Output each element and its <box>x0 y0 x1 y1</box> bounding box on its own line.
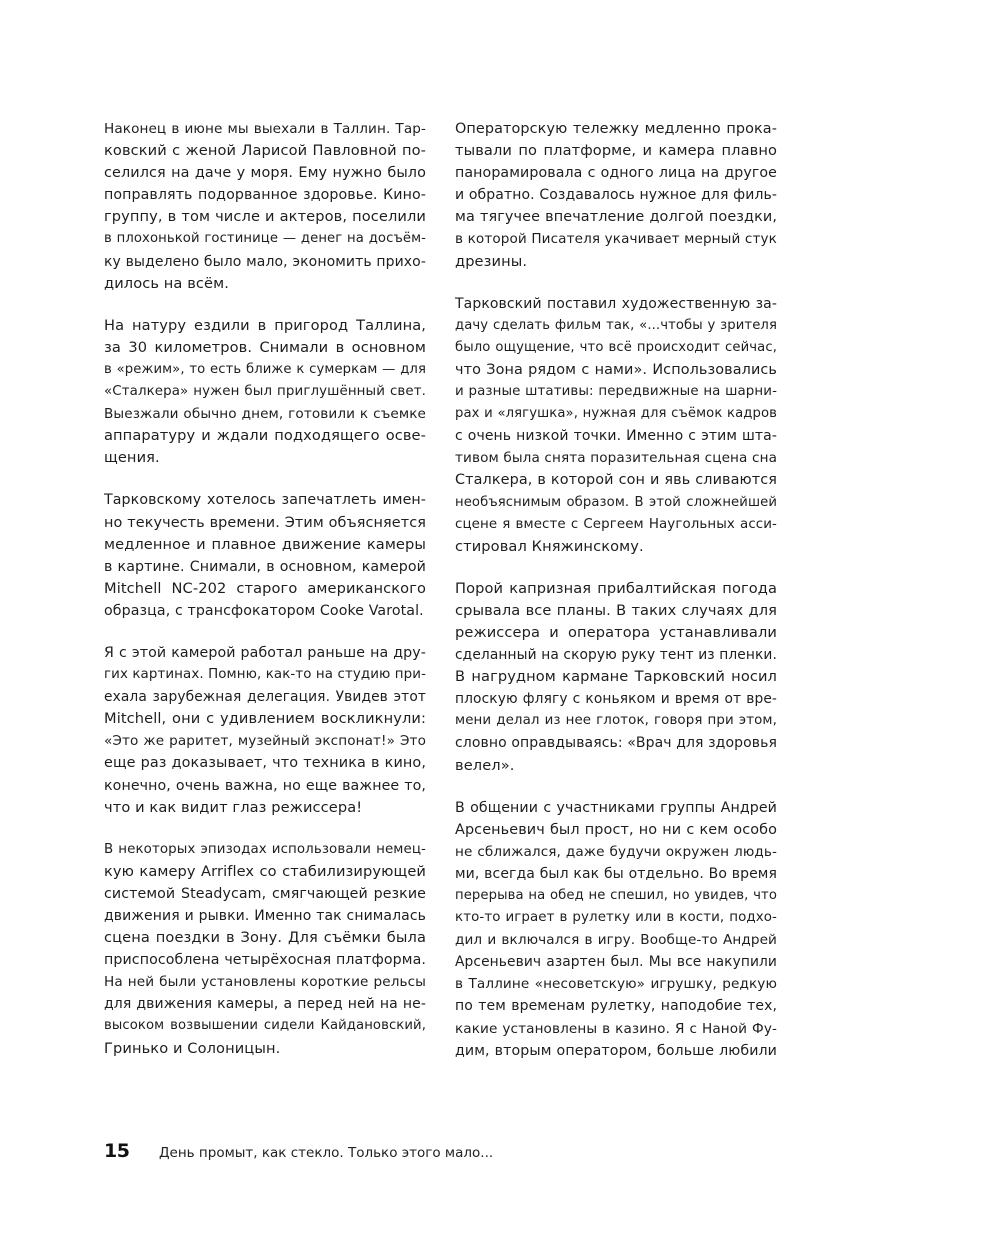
text-line: рах и «лягушка», нужная для съёмок кадров <box>455 406 777 422</box>
text-line: с очень низкой точки. Именно с этим шта- <box>455 428 777 445</box>
text-line: Mitchell, они с удивлением воскликнули: <box>104 710 426 728</box>
paragraph <box>104 315 426 470</box>
text-line: стировал Княжинскому. <box>455 537 644 555</box>
paragraph <box>104 839 426 1060</box>
text-line: медленное и плавное движение камеры <box>104 535 426 553</box>
text-line: по тем временам рулетку, наподобие тех, <box>455 998 777 1015</box>
text-line: ми, всегда был как бы отдельно. Во время <box>455 865 777 882</box>
text-line: щения. <box>104 449 160 467</box>
text-line: системой Steadycam, смягчающей резкие <box>104 885 426 902</box>
text-line: словно оправдываясь: «Врач для здоровья <box>455 735 777 752</box>
paragraph <box>104 118 426 295</box>
text-line: движения и рывки. Именно так снималась <box>104 908 426 924</box>
text-line: конечно, очень важна, но еще важнее то, <box>104 777 426 794</box>
text-line: образца, с трансфокатором Cooke Varotal. <box>104 602 424 619</box>
text-line: для движения камеры, а перед ней на не- <box>104 996 426 1013</box>
text-line: ковский с женой Ларисой Павловной по- <box>104 142 426 160</box>
text-line: но текучесть времени. Этим объясняется <box>104 514 426 531</box>
text-line: дрезины. <box>455 252 528 270</box>
text-line: срывала все планы. В таких случаях для <box>455 601 777 619</box>
text-line: и разные штативы: передвижные на шарни- <box>455 384 777 400</box>
text-line: «Сталкера» нужен был приглушённый свет. <box>104 384 426 400</box>
paragraph <box>104 489 426 622</box>
text-line: плоскую флягу с коньяком и время от вре- <box>455 691 777 708</box>
text-line: Mitchell NC-202 старого американского <box>104 579 426 597</box>
paragraph <box>104 642 426 819</box>
text-line: дил и включался в игру. Вообще-то Андрей <box>455 932 777 949</box>
text-line: тывали по платформе, и камера плавно <box>455 142 777 160</box>
text-line: мени делал из нее глоток, говоря при этом, <box>455 713 777 729</box>
text-line: поправлять подорванное здоровье. Кино- <box>104 187 426 204</box>
text-line: Наконец в июне мы выехали в Таллин. Тар- <box>104 121 426 137</box>
text-line: кто-то играет в рулетку или в кости, подхо- <box>455 910 777 926</box>
text-line: Сталкера, в которой сон и явь сливаются <box>455 472 777 489</box>
text-line: в картине. Снимали, в основном, камерой <box>104 558 426 575</box>
text-line: что и как видит глаз режиссера! <box>104 798 363 816</box>
text-line: в Таллине «несоветскую» игрушку, редкую <box>455 976 777 993</box>
text-line: Арсеньевич был прост, но ни с кем особо <box>455 821 777 838</box>
text-line: В нагрудном кармане Тарковский носил <box>455 668 777 686</box>
text-line: сделанный на скорую руку тент из пленки. <box>455 647 777 664</box>
text-line: На натуру ездили в пригород Таллина, <box>104 316 426 334</box>
left-column <box>104 118 426 1080</box>
running-title: День промыт, как стекло. Только этого мало... <box>159 1145 494 1161</box>
text-line: тивом была снята поразительная сцена сна <box>455 450 777 467</box>
text-line: велел». <box>455 756 515 774</box>
text-line: аппаратуру и ждали подходящего осве- <box>104 427 426 445</box>
text-line: дилось на всём. <box>104 274 229 292</box>
text-line: режиссера и оператора устанавливали <box>455 623 777 641</box>
text-line: Тарковский поставил художественную за- <box>455 295 777 312</box>
text-line: было ощущение, что всё происходит сейчас, <box>455 339 777 355</box>
text-line: На ней были установлены короткие рельсы <box>104 974 426 991</box>
text-line: ма тягучее впечатление долгой поездки, <box>455 209 777 226</box>
text-line: селился на даче у моря. Ему нужно было <box>104 165 426 182</box>
text-line: панорамировала с одного лица на другое <box>455 165 777 182</box>
text-line: что Зона рядом с нами». Использовались <box>455 361 777 378</box>
text-line: приспособлена четырёхосная платформа. <box>104 952 426 969</box>
text-line: высоком возвышении сидели Кайдановский, <box>104 1018 426 1034</box>
text-line: Тарковскому хотелось запечатлеть имен- <box>104 492 426 509</box>
text-line: ехала зарубежная делегация. Увидев этот <box>104 689 426 706</box>
text-line: кую камеру Arriflex со стабилизирующей <box>104 862 426 880</box>
text-line: дачу сделать фильм так, «...чтобы у зрителя <box>455 317 777 333</box>
text-line: ку выделено было мало, экономить прихо- <box>104 253 426 270</box>
text-line: в плохонькой гостинице — денег на досъём- <box>104 231 426 247</box>
text-line: Гринько и Солоницын. <box>104 1039 281 1057</box>
text-line: не сближался, даже будучи окружен людь- <box>455 843 777 860</box>
text-line: Я с этой камерой работал раньше на дру- <box>104 644 426 661</box>
text-line: Порой капризная прибалтийская погода <box>455 579 777 597</box>
paragraph <box>455 578 777 777</box>
text-line: В общении с участниками группы Андрей <box>455 799 777 816</box>
text-line: дим, вторым оператором, больше любили <box>455 1042 777 1059</box>
page-number: 15 <box>104 1140 130 1162</box>
text-line: в которой Писателя укачивает мерный стук <box>455 231 777 248</box>
text-line: В некоторых эпизодах использовали немец- <box>104 841 426 857</box>
text-line: за 30 километров. Снимали в основном <box>104 338 426 356</box>
page-footer <box>104 1140 493 1162</box>
text-line: группу, в том числе и актеров, поселили <box>104 208 426 226</box>
text-line: в «режим», то есть ближе к сумеркам — для <box>104 361 426 377</box>
text-line: гих картинах. Помню, как-то на студию при- <box>104 667 426 683</box>
paragraph <box>455 797 777 1062</box>
text-line: необъяснимым образом. В этой сложнейшей <box>455 494 777 510</box>
right-column <box>455 118 777 1082</box>
text-line: и обратно. Создавалось нужное для филь- <box>455 187 777 204</box>
text-line: еще раз доказывает, что техника в кино, <box>104 755 426 772</box>
text-line: Выезжали обычно днем, готовили к съемке <box>104 406 426 423</box>
paragraph <box>455 293 777 558</box>
paragraph <box>455 118 777 273</box>
text-line: «Это же раритет, музейный экспонат!» Это <box>104 733 426 750</box>
text-line: какие установлены в казино. Я с Наной Фу- <box>455 1020 777 1037</box>
text-line: Арсеньевич азартен был. Мы все накупили <box>455 954 777 971</box>
text-line: сцена поездки в Зону. Для съёмки была <box>104 929 426 947</box>
text-line: Операторскую тележку медленно прока- <box>455 121 777 137</box>
text-line: перерыва на обед не спешил, но увидев, что <box>455 888 777 903</box>
text-line: сцене я вместе с Сергеем Наугольных асси- <box>455 516 777 532</box>
